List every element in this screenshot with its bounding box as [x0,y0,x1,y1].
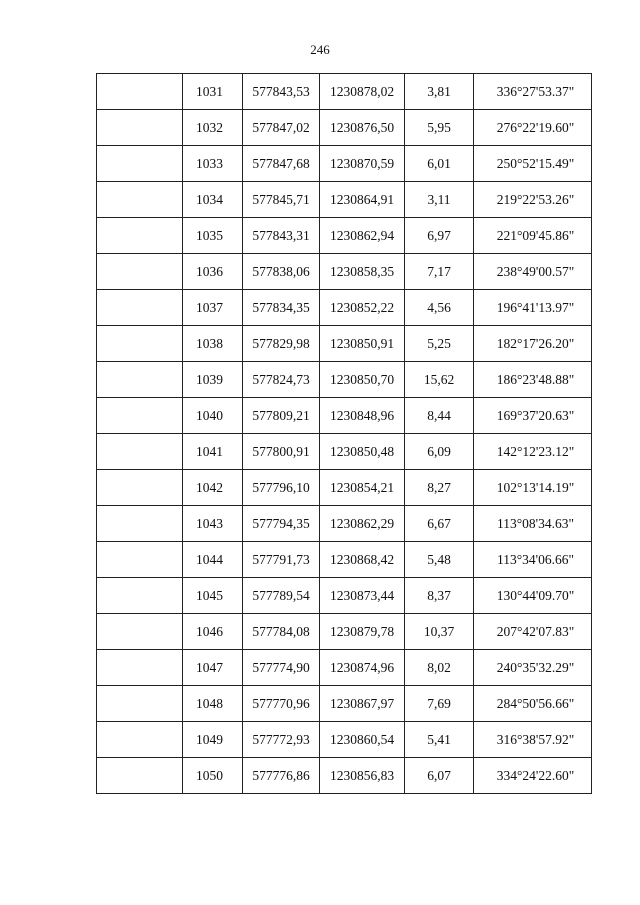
table-row [97,254,592,290]
distance-value: 3,11 [427,192,451,207]
empty-cell [97,722,183,758]
distance-cell [405,578,474,614]
bearing-cell [474,614,592,650]
point-number-cell [183,542,243,578]
table-row [97,470,592,506]
x-coordinate-value: 577796,10 [252,480,310,495]
bearing-value: 336°27'53.37" [496,84,575,99]
x-coordinate-value: 577847,02 [252,120,310,135]
distance-value: 6,67 [427,516,451,531]
bearing-value: 316°38'57.92" [496,732,575,747]
table-row [97,110,592,146]
x-coordinate-value: 577809,21 [252,408,310,423]
point-number-value: 1047 [196,660,223,675]
bearing-cell [474,470,592,506]
y-coordinate-cell [320,434,405,470]
bearing-cell [474,254,592,290]
distance-cell [405,470,474,506]
distance-cell [405,398,474,434]
point-number-value: 1049 [196,732,223,747]
point-number-cell [183,362,243,398]
point-number-cell [183,614,243,650]
point-number-value: 1037 [196,300,223,315]
x-coordinate-value: 577784,08 [252,624,310,639]
empty-cell [97,74,183,110]
x-coordinate-cell [243,434,320,470]
point-number-cell [183,110,243,146]
empty-cell [97,758,183,794]
y-coordinate-cell [320,614,405,650]
bearing-value: 219°22'53.26" [496,192,575,207]
bearing-cell [474,398,592,434]
empty-cell [97,542,183,578]
point-number-value: 1033 [196,156,223,171]
point-number-cell [183,722,243,758]
x-coordinate-value: 577829,98 [252,336,310,351]
empty-cell [97,434,183,470]
bearing-cell [474,650,592,686]
point-number-value: 1032 [196,120,223,135]
point-number-cell [183,758,243,794]
distance-value: 7,69 [427,696,451,711]
table-row [97,686,592,722]
y-coordinate-value: 1230850,48 [329,444,395,459]
point-number-value: 1038 [196,336,223,351]
table-row [97,326,592,362]
point-number-value: 1046 [196,624,223,639]
x-coordinate-value: 577774,90 [252,660,310,675]
bearing-cell [474,362,592,398]
bearing-value: 238°49'00.57" [496,264,575,279]
x-coordinate-cell [243,578,320,614]
distance-cell [405,290,474,326]
x-coordinate-value: 577843,53 [252,84,310,99]
x-coordinate-value: 577834,35 [252,300,310,315]
y-coordinate-value: 1230850,70 [329,372,395,387]
y-coordinate-cell [320,182,405,218]
y-coordinate-cell [320,650,405,686]
distance-cell [405,362,474,398]
point-number-cell [183,254,243,290]
bearing-cell [474,74,592,110]
table-row [97,614,592,650]
y-coordinate-value: 1230850,91 [329,336,395,351]
point-number-cell [183,146,243,182]
x-coordinate-value: 577845,71 [252,192,310,207]
table-row [97,146,592,182]
x-coordinate-cell [243,722,320,758]
coordinates-table-body [97,74,592,794]
point-number-value: 1031 [196,84,223,99]
point-number-value: 1041 [196,444,223,459]
coordinates-table [96,73,592,794]
x-coordinate-value: 577838,06 [252,264,310,279]
y-coordinate-value: 1230876,50 [329,120,395,135]
table-row [97,74,592,110]
point-number-value: 1035 [196,228,223,243]
y-coordinate-cell [320,254,405,290]
y-coordinate-cell [320,470,405,506]
x-coordinate-cell [243,614,320,650]
point-number-value: 1039 [196,372,223,387]
x-coordinate-cell [243,182,320,218]
distance-value: 6,07 [427,768,451,783]
empty-cell [97,362,183,398]
table-row [97,434,592,470]
bearing-value: 169°37'20.63" [496,408,575,423]
bearing-value: 276°22'19.60" [496,120,575,135]
bearing-cell [474,686,592,722]
distance-value: 6,01 [427,156,451,171]
y-coordinate-value: 1230860,54 [329,732,395,747]
empty-cell [97,398,183,434]
table-row [97,290,592,326]
y-coordinate-value: 1230867,97 [329,696,395,711]
table-row [97,362,592,398]
bearing-value: 102°13'14.19" [496,480,575,495]
y-coordinate-cell [320,362,405,398]
bearing-cell [474,542,592,578]
y-coordinate-value: 1230856,83 [329,768,395,783]
distance-value: 7,17 [427,264,451,279]
empty-cell [97,578,183,614]
point-number-cell [183,434,243,470]
bearing-value: 284°50'56.66" [496,696,575,711]
x-coordinate-value: 577794,35 [252,516,310,531]
y-coordinate-cell [320,290,405,326]
y-coordinate-value: 1230874,96 [329,660,395,675]
x-coordinate-cell [243,758,320,794]
y-coordinate-value: 1230858,35 [329,264,395,279]
y-coordinate-value: 1230868,42 [329,552,395,567]
bearing-value: 196°41'13.97" [496,300,575,315]
distance-cell [405,650,474,686]
point-number-value: 1045 [196,588,223,603]
bearing-cell [474,722,592,758]
point-number-cell [183,650,243,686]
distance-value: 8,44 [427,408,451,423]
distance-cell [405,506,474,542]
bearing-value: 113°34'06.66" [497,552,574,567]
y-coordinate-cell [320,74,405,110]
distance-cell [405,74,474,110]
distance-cell [405,110,474,146]
distance-cell [405,614,474,650]
x-coordinate-cell [243,326,320,362]
empty-cell [97,326,183,362]
y-coordinate-cell [320,722,405,758]
bearing-cell [474,182,592,218]
empty-cell [97,470,183,506]
point-number-value: 1036 [196,264,223,279]
table-row [97,398,592,434]
bearing-value: 250°52'15.49" [496,156,575,171]
empty-cell [97,506,183,542]
y-coordinate-value: 1230848,96 [329,408,395,423]
distance-cell [405,434,474,470]
x-coordinate-cell [243,362,320,398]
point-number-cell [183,686,243,722]
table-row [97,542,592,578]
y-coordinate-value: 1230870,59 [329,156,395,171]
bearing-cell [474,758,592,794]
distance-value: 8,02 [427,660,451,675]
point-number-cell [183,218,243,254]
y-coordinate-cell [320,578,405,614]
bearing-value: 142°12'23.12" [496,444,575,459]
y-coordinate-value: 1230878,02 [329,84,395,99]
y-coordinate-cell [320,218,405,254]
y-coordinate-cell [320,326,405,362]
bearing-value: 113°08'34.63" [497,516,574,531]
x-coordinate-cell [243,146,320,182]
point-number-cell [183,290,243,326]
y-coordinate-cell [320,110,405,146]
bearing-cell [474,290,592,326]
point-number-value: 1044 [196,552,223,567]
point-number-value: 1040 [196,408,223,423]
y-coordinate-value: 1230864,91 [329,192,395,207]
distance-value: 15,62 [423,372,455,387]
distance-cell [405,686,474,722]
x-coordinate-cell [243,110,320,146]
bearing-value: 207°42'07.83" [496,624,575,639]
point-number-value: 1048 [196,696,223,711]
distance-value: 8,27 [427,480,451,495]
point-number-cell [183,182,243,218]
bearing-value: 221°09'45.86" [496,228,575,243]
distance-cell [405,182,474,218]
point-number-cell [183,326,243,362]
x-coordinate-cell [243,74,320,110]
x-coordinate-cell [243,290,320,326]
x-coordinate-cell [243,470,320,506]
distance-cell [405,758,474,794]
empty-cell [97,614,183,650]
distance-cell [405,722,474,758]
bearing-cell [474,326,592,362]
point-number-cell [183,506,243,542]
distance-value: 3,81 [427,84,451,99]
empty-cell [97,146,183,182]
point-number-value: 1034 [196,192,223,207]
table-row [97,218,592,254]
y-coordinate-value: 1230852,22 [329,300,395,315]
y-coordinate-cell [320,758,405,794]
x-coordinate-value: 577772,93 [252,732,310,747]
table-row [97,758,592,794]
distance-value: 5,48 [427,552,451,567]
page-number: 246 [310,42,330,57]
point-number-value: 1042 [196,480,223,495]
bearing-cell [474,218,592,254]
empty-cell [97,254,183,290]
y-coordinate-value: 1230862,94 [329,228,395,243]
distance-cell [405,146,474,182]
distance-value: 10,37 [423,624,455,639]
empty-cell [97,686,183,722]
distance-cell [405,254,474,290]
y-coordinate-value: 1230854,21 [329,480,395,495]
x-coordinate-value: 577847,68 [252,156,310,171]
x-coordinate-value: 577789,54 [252,588,310,603]
distance-value: 5,25 [427,336,451,351]
distance-value: 6,97 [427,228,451,243]
y-coordinate-value: 1230862,29 [329,516,395,531]
distance-value: 4,56 [427,300,451,315]
x-coordinate-cell [243,254,320,290]
empty-cell [97,218,183,254]
empty-cell [97,290,183,326]
point-number-value: 1050 [196,768,223,783]
bearing-value: 130°44'09.70" [496,588,575,603]
distance-cell [405,542,474,578]
distance-cell [405,218,474,254]
x-coordinate-value: 577770,96 [252,696,310,711]
bearing-cell [474,110,592,146]
y-coordinate-value: 1230879,78 [329,624,395,639]
bearing-value: 334°24'22.60" [496,768,575,783]
table-row [97,722,592,758]
empty-cell [97,650,183,686]
x-coordinate-cell [243,398,320,434]
empty-cell [97,182,183,218]
distance-value: 8,37 [427,588,451,603]
y-coordinate-cell [320,542,405,578]
point-number-value: 1043 [196,516,223,531]
distance-value: 6,09 [427,444,451,459]
empty-cell [97,110,183,146]
x-coordinate-cell [243,218,320,254]
x-coordinate-value: 577791,73 [252,552,310,567]
point-number-cell [183,74,243,110]
y-coordinate-cell [320,506,405,542]
y-coordinate-value: 1230873,44 [329,588,395,603]
table-row [97,650,592,686]
bearing-value: 240°35'32.29" [496,660,575,675]
distance-value: 5,95 [427,120,451,135]
point-number-cell [183,398,243,434]
x-coordinate-value: 577843,31 [252,228,310,243]
y-coordinate-cell [320,686,405,722]
bearing-cell [474,578,592,614]
point-number-cell [183,578,243,614]
bearing-value: 186°23'48.88" [496,372,575,387]
bearing-cell [474,434,592,470]
table-row [97,578,592,614]
table-row [97,182,592,218]
x-coordinate-value: 577776,86 [252,768,310,783]
x-coordinate-cell [243,506,320,542]
point-number-cell [183,470,243,506]
bearing-value: 182°17'26.20" [496,336,575,351]
x-coordinate-cell [243,542,320,578]
y-coordinate-cell [320,146,405,182]
bearing-cell [474,506,592,542]
distance-value: 5,41 [427,732,451,747]
table-row [97,506,592,542]
x-coordinate-value: 577800,91 [252,444,310,459]
x-coordinate-cell [243,686,320,722]
distance-cell [405,326,474,362]
y-coordinate-cell [320,398,405,434]
x-coordinate-value: 577824,73 [252,372,310,387]
x-coordinate-cell [243,650,320,686]
bearing-cell [474,146,592,182]
